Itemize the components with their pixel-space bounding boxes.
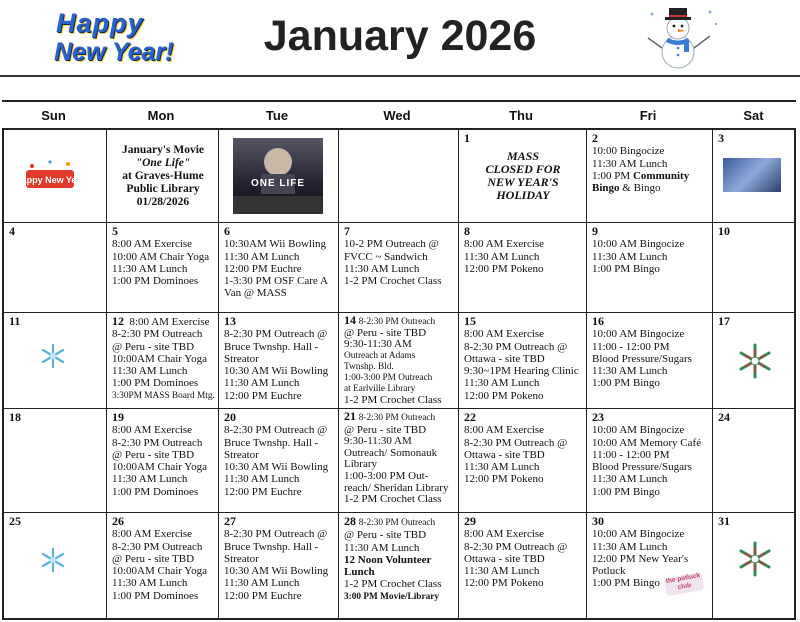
day-number: 2	[592, 131, 598, 145]
event-line: 8-2:30 PM Outreach @	[224, 528, 328, 541]
event-line: 11:00 - 12:00 PM	[592, 340, 670, 353]
event-line: FVCC ~ Sandwich	[344, 250, 428, 263]
event-line: 11:30 AM Lunch	[592, 473, 668, 486]
snowflake-icon	[40, 343, 66, 369]
header-divider	[0, 75, 800, 77]
day-cell-30	[587, 513, 713, 618]
happy-new-year-art-text: Happy New Year	[15, 175, 85, 185]
movie-line: January's Movie	[121, 144, 205, 156]
event-line: 11:30 AM Lunch	[592, 157, 668, 170]
event-line: Outreach at Adams	[344, 350, 416, 361]
event-line: 1:00 PM Bingo	[592, 577, 660, 590]
day-cell-empty	[339, 130, 459, 223]
event-line: reach/ Sheridan Library	[344, 481, 449, 494]
weekday-tue: Tue	[265, 108, 289, 123]
day-number: 4	[9, 224, 15, 238]
event-line: 1:00 PM Bingo	[592, 377, 660, 390]
day-cell-13	[219, 313, 339, 409]
event-line: 1:00-3:00 PM Outreach	[344, 373, 433, 384]
event-line: Ottawa - site TBD	[464, 352, 545, 365]
event-line: 12:00 PM Euchre	[224, 389, 302, 402]
day-number: 29	[464, 514, 476, 528]
holiday-line: NEW YEAR'S	[487, 175, 559, 190]
day-number: 12	[112, 314, 124, 328]
page-title: January 2026	[263, 12, 537, 60]
day-number: 20	[224, 410, 236, 424]
event-line: 10:30 AM Wii Bowling	[224, 365, 329, 378]
event-line: 10:00 AM Memory Café	[592, 436, 702, 449]
event-line: 8-2:30 PM Outreach @	[464, 540, 568, 553]
event-line: 11:30 AM Lunch	[464, 565, 540, 578]
event-bold: Community	[632, 169, 690, 182]
event-line: 12:00 PM Pokeno	[464, 577, 544, 590]
day-cell-10	[713, 223, 794, 313]
weekday-mon: Mon	[147, 108, 175, 123]
event-line: 10:00 AM Bingocize	[592, 424, 685, 437]
weekday-thu: Thu	[509, 108, 533, 123]
event-line: 11:30 AM Lunch	[224, 577, 300, 590]
event-line: Blood Pressure/Sugars	[592, 352, 692, 365]
snowman-icon	[640, 2, 724, 74]
event-line: Blood Pressure/Sugars	[592, 461, 692, 474]
day-number: 23	[592, 410, 604, 424]
event-line: Streator	[224, 352, 259, 365]
day-cell-31	[713, 513, 794, 618]
event-text: & Bingo	[619, 182, 661, 195]
day-number: 18	[9, 410, 21, 424]
event-line: 1:00 PM Dominoes	[112, 589, 199, 602]
event-line: 11:30 AM Lunch	[112, 473, 188, 486]
holiday-line: MASS	[506, 149, 540, 164]
event-line: 1:00 PM Dominoes	[112, 485, 199, 498]
event-line: 8-2:30 PM Outreach @	[464, 436, 568, 449]
event-line-bold: Lunch	[344, 566, 375, 579]
day-cell-6	[219, 223, 339, 313]
movie-line: at Graves-Hume	[122, 170, 204, 182]
event-line: 10:00AM Chair Yoga	[112, 352, 208, 365]
day-cell-29	[459, 513, 587, 618]
weekday-header	[2, 100, 796, 130]
event-line: 11:30 AM Lunch	[592, 540, 668, 553]
day-cell-empty	[4, 130, 107, 223]
happy-new-year-art-icon	[15, 158, 85, 194]
movie-notice-cell	[107, 130, 219, 223]
event-line: 12:00 PM Euchre	[224, 485, 302, 498]
event-line: 8:00 AM Exercise	[464, 328, 545, 341]
event-line: 1-3:30 PM OSF Care A	[224, 275, 328, 288]
day-cell-19	[107, 409, 219, 513]
event-bold: Bingo	[592, 182, 620, 195]
event-line: 1:00 PM Bingo	[592, 262, 660, 275]
day-cell-1	[459, 130, 587, 223]
holiday-line: CLOSED FOR	[485, 162, 561, 177]
event-line: 10:30 AM Wii Bowling	[224, 565, 329, 578]
holiday-line: HOLIDAY	[496, 188, 550, 203]
weekday-wed: Wed	[383, 108, 411, 123]
event-line: Bruce Twnshp. Hall -	[224, 340, 319, 353]
movie-poster-cell	[219, 130, 339, 223]
event-line: 10:00 AM Bingocize	[592, 328, 685, 341]
movie-line: Public Library	[126, 183, 200, 195]
day-number: 17	[718, 314, 730, 328]
event-line: 10:00AM Chair Yoga	[112, 565, 208, 578]
event-line: @ Peru - site TBD	[112, 448, 195, 461]
event-line: 8-2:30 PM Outreach	[112, 540, 203, 553]
day-number: 14	[344, 313, 356, 327]
day-number: 16	[592, 314, 604, 328]
day-number: 30	[592, 514, 604, 528]
event-line: 12:00 PM Pokeno	[464, 389, 544, 402]
event-line: 11:30 AM Lunch	[224, 250, 300, 263]
event-line: 10:30 AM Wii Bowling	[224, 461, 329, 474]
event-line: 10:00 AM Bingocize	[592, 528, 685, 541]
day-cell-3	[713, 130, 794, 223]
weekday-sun: Sun	[41, 108, 66, 123]
logo-line-1: Happy	[56, 8, 144, 38]
event-line: Potluck	[592, 565, 626, 578]
movie-poster-image	[233, 138, 323, 214]
event-line: 12:00 PM Euchre	[224, 262, 302, 275]
event-line: 11:30 AM Lunch	[592, 365, 668, 378]
day-cell-15	[459, 313, 587, 409]
event-line: 11:30 AM Lunch	[464, 461, 540, 474]
event-line: @ Peru - site TBD	[344, 529, 427, 542]
event-line: 11:30 AM Lunch	[112, 577, 188, 590]
event-line-bold: 3:00 PM Movie/Library	[344, 591, 440, 602]
event-line: Library	[344, 458, 377, 471]
event-line: 11:30 AM Lunch	[464, 377, 540, 390]
day-cell-20	[219, 409, 339, 513]
day-cell-21	[339, 409, 459, 513]
event-line: @ Peru - site TBD	[344, 423, 427, 436]
day-number: 8	[464, 224, 470, 238]
poster-title: ONE LIFE	[250, 178, 306, 189]
day-cell-5	[107, 223, 219, 313]
event-line: 11:30 AM Lunch	[112, 262, 188, 275]
event-line: 3:30PM MASS Board Mtg.	[112, 390, 215, 401]
movie-title: "One Life"	[135, 157, 191, 169]
day-number: 7	[344, 224, 350, 238]
day-cell-24	[713, 409, 794, 513]
event-line	[592, 182, 708, 194]
day-number: 22	[464, 410, 476, 424]
logo-line-2: New Year!	[54, 38, 174, 66]
event-time: 1:00 PM	[592, 169, 633, 182]
day-cell-9	[587, 223, 713, 313]
event-line: 12:00 PM New Year's	[592, 552, 689, 565]
day-number: 6	[224, 224, 230, 238]
day-number: 11	[9, 314, 21, 328]
event-line: 1-2 PM Crochet Class	[344, 578, 442, 591]
day-cell-23	[587, 409, 713, 513]
day-cell-22	[459, 409, 587, 513]
event-line: 11:30 AM Lunch	[344, 541, 420, 554]
day-number: 3	[718, 131, 724, 145]
event-line: 12:00 PM Pokeno	[464, 473, 544, 486]
day-cell-2	[587, 130, 713, 223]
event-line: Bruce Twnshp. Hall -	[224, 436, 319, 449]
day-cell-7	[339, 223, 459, 313]
event-line: Ottawa - site TBD	[464, 448, 545, 461]
event-line: 8-2:30 PM Outreach	[112, 328, 203, 341]
day-cell-18	[4, 409, 107, 513]
event-line: 11:30 AM Lunch	[224, 377, 300, 390]
event-line: 1-2 PM Crochet Class	[344, 275, 442, 288]
event-line: 11:00 - 12:00 PM	[592, 448, 670, 461]
day-number: 19	[112, 410, 124, 424]
event-line: 8-2:30 PM Outreach	[358, 317, 436, 327]
event-line: 10:00 AM Bingocize	[592, 238, 685, 251]
calendar-grid	[2, 128, 796, 620]
potluck-club-art: the potluck club	[664, 572, 705, 596]
day-number: 25	[9, 514, 21, 528]
event-line: 8-2:30 PM Outreach	[358, 413, 436, 423]
event-line: Streator	[224, 448, 259, 461]
event-line: 1:00 PM Dominoes	[112, 377, 199, 390]
event-line: 1:00 PM Bingo	[592, 485, 660, 498]
event-line: 1-2 PM Crochet Class	[344, 493, 442, 506]
day-cell-28	[339, 513, 459, 618]
event-line: 1-2 PM Crochet Class	[344, 394, 442, 407]
event-line: 8-2:30 PM Outreach	[358, 518, 436, 528]
event-line: 1:00 PM Dominoes	[112, 275, 199, 288]
event-line: 8:00 AM Exercise	[112, 528, 193, 541]
day-cell-26	[107, 513, 219, 618]
event-line: 10:30AM Wii Bowling	[224, 238, 327, 251]
event-line: 10-2 PM Outreach @	[344, 238, 439, 251]
day-number: 26	[112, 514, 124, 528]
event-line: 12:00 PM Pokeno	[464, 262, 544, 275]
event-line: 11:30 AM Lunch	[592, 250, 668, 263]
event-line: 11:30 AM Lunch	[224, 473, 300, 486]
snowflake-icon	[737, 343, 773, 379]
event-line: 8:00 AM Exercise	[129, 316, 210, 328]
day-number: 21	[344, 409, 356, 423]
event-line: 8-2:30 PM Outreach @	[464, 340, 568, 353]
day-cell-11	[4, 313, 107, 409]
event-line: 10:00 AM Chair Yoga	[112, 250, 210, 263]
day-number: 10	[718, 224, 730, 238]
day-number: 5	[112, 224, 118, 238]
event-line: 8:00 AM Exercise	[464, 528, 545, 541]
event-line: 11:30 AM Lunch	[464, 250, 540, 263]
poster-portrait-icon	[233, 138, 323, 214]
calendar	[2, 100, 796, 622]
day-number: 13	[224, 314, 236, 328]
day-number: 9	[592, 224, 598, 238]
event-line: 8-2:30 PM Outreach @	[224, 328, 328, 341]
event-line: @ Peru - site TBD	[112, 340, 195, 353]
event-line: 11:30 AM Lunch	[112, 365, 188, 378]
event-line: 8:00 AM Exercise	[112, 238, 193, 251]
event-line	[592, 170, 708, 182]
movie-date: 01/28/2026	[136, 196, 190, 208]
event-line: 1:00-3:00 PM Out-	[344, 469, 429, 482]
day-cell-8	[459, 223, 587, 313]
snowflake-icon	[737, 541, 773, 577]
event-line: 8:00 AM Exercise	[112, 424, 193, 437]
event-line: @ Peru - site TBD	[112, 552, 195, 565]
event-line: 11:30 AM Lunch	[344, 262, 420, 275]
event-line-bold: 12 Noon Volunteer	[344, 553, 432, 566]
day-cell-17	[713, 313, 794, 409]
event-line: Van @ MASS	[224, 287, 287, 300]
event-line: Ottawa - site TBD	[464, 552, 545, 565]
event-line: 8-2:30 PM Outreach @	[224, 424, 328, 437]
event-line: 8:00 AM Exercise	[464, 238, 545, 251]
day-cell-14	[339, 313, 459, 409]
calendar-header	[0, 0, 800, 96]
event-line: Twnshp. Bld.	[344, 361, 394, 372]
day-number: 31	[718, 514, 730, 528]
event-line: Streator	[224, 552, 259, 565]
event-line: Bruce Twnshp. Hall -	[224, 540, 319, 553]
weekday-sat: Sat	[743, 108, 764, 123]
event-line: at Earlville Library	[344, 384, 416, 395]
event-line: 8:00 AM Exercise	[464, 424, 545, 437]
event-line: 10:00 Bingocize	[592, 145, 665, 158]
day-number: 1	[464, 131, 470, 145]
event-line: 12:00 PM Euchre	[224, 589, 302, 602]
day-cell-16	[587, 313, 713, 409]
day-number: 28	[344, 514, 356, 528]
day-number: 15	[464, 314, 476, 328]
day-cell-4	[4, 223, 107, 313]
snowflake-icon	[40, 547, 66, 573]
event-line: 9:30-11:30 AM	[344, 435, 412, 448]
event-line: 9:30~1PM Hearing Clinic	[464, 365, 579, 378]
weekday-fri: Fri	[639, 108, 657, 123]
event-line: 10:00AM Chair Yoga	[112, 461, 208, 474]
day-number: 24	[718, 410, 730, 424]
day-cell-25	[4, 513, 107, 618]
event-line: 8-2:30 PM Outreach	[112, 436, 203, 449]
day-number: 27	[224, 514, 236, 528]
event-line: @ Peru - site TBD	[344, 327, 427, 340]
winter-image	[723, 158, 781, 192]
event-line: 9:30-11:30 AM	[344, 338, 412, 351]
day-cell-27	[219, 513, 339, 618]
day-cell-12	[107, 313, 219, 409]
event-line: Outreach/ Somonauk	[344, 446, 438, 459]
